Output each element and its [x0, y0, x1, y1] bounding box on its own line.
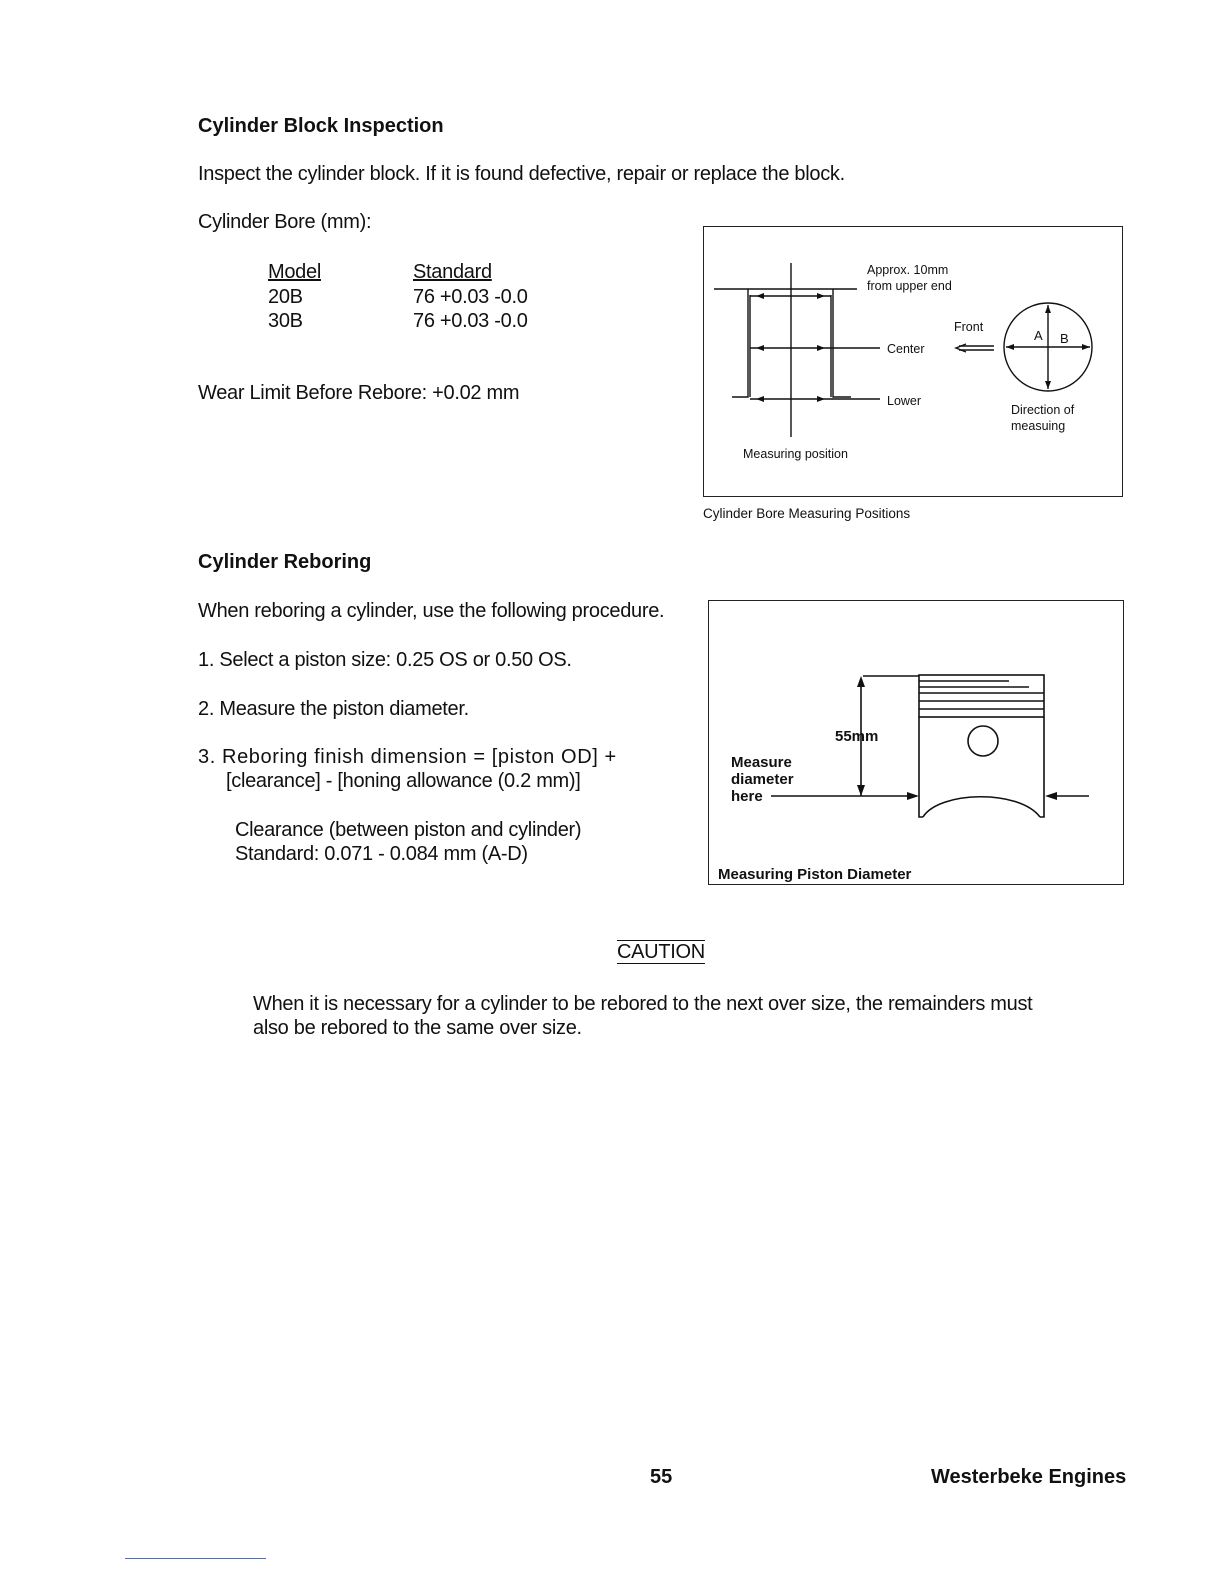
footer-brand: Westerbeke Engines: [931, 1466, 1127, 1488]
cylinder-bore-label: Cylinder Bore (mm):: [198, 211, 372, 233]
caution-text-line-1: When it is necessary for a cylinder to be rebored to the next over size, the remainders must: [253, 993, 1033, 1015]
page-number: 55: [650, 1466, 673, 1488]
figure-caption-bore: Cylinder Bore Measuring Positions: [703, 506, 911, 521]
table-cell-standard-30b: 76 +0.03 -0.0: [413, 310, 528, 332]
direction-of-label: Direction of: [1011, 403, 1075, 417]
measuing-label: measuing: [1011, 419, 1066, 433]
approx-10mm-label: Approx. 10mm: [867, 263, 949, 277]
section-heading-reboring: Cylinder Reboring: [198, 551, 372, 573]
bore-diagram: [704, 227, 1124, 498]
clearance-line-2: Standard: 0.071 - 0.084 mm (A-D): [235, 843, 528, 865]
footer-rule: [125, 1558, 266, 1559]
from-upper-end-label: from upper end: [867, 279, 952, 293]
center-label: Center: [887, 342, 925, 356]
piston-diagram: [709, 601, 1125, 886]
clearance-line-1: Clearance (between piston and cylinder): [235, 819, 582, 841]
figure-caption-piston: Measuring Piston Diameter: [718, 866, 912, 883]
table-cell-model-20b: 20B: [268, 285, 303, 308]
step-3-line-2: [clearance] - [honing allowance (0.2 mm)]: [226, 770, 581, 792]
table-cell-model-30b: 30B: [268, 310, 303, 332]
reboring-intro-text: When reboring a cylinder, use the following procedure.: [198, 600, 665, 622]
table-header-model: Model: [268, 261, 321, 283]
figure-bore-measuring: [703, 226, 1123, 497]
lower-label: Lower: [887, 394, 922, 408]
caution-text-line-2: also be rebored to the same over size.: [253, 1017, 582, 1039]
here-label: here: [731, 788, 763, 805]
wear-limit-text: Wear Limit Before Rebore: +0.02 mm: [198, 382, 520, 404]
direction-b-label: B: [1060, 331, 1069, 346]
dimension-55mm-label: 55mm: [835, 728, 879, 745]
step-3-line-1: 3. Reboring finish dimension = [piston OD] +: [198, 746, 617, 768]
caution-title: CAUTION: [617, 941, 705, 963]
direction-a-label: A: [1034, 328, 1043, 343]
table-header-standard: Standard: [413, 261, 492, 283]
measure-label: Measure: [731, 754, 792, 771]
diameter-label: diameter: [731, 771, 794, 788]
step-2-text: 2. Measure the piston diameter.: [198, 698, 469, 720]
inspection-intro-text: Inspect the cylinder block. If it is found defective, repair or replace the block.: [198, 163, 845, 185]
figure-piston-measuring: [708, 600, 1124, 885]
front-label: Front: [954, 320, 984, 334]
step-1-text: 1. Select a piston size: 0.25 OS or 0.50 OS.: [198, 649, 572, 671]
measuring-position-label: Measuring position: [743, 447, 848, 461]
bore-table-model-column: [268, 260, 321, 334]
table-cell-standard-20b: 76 +0.03 -0.0: [413, 285, 528, 308]
bore-table-standard-column: [413, 260, 528, 334]
section-heading-block-inspection: Cylinder Block Inspection: [198, 115, 444, 137]
